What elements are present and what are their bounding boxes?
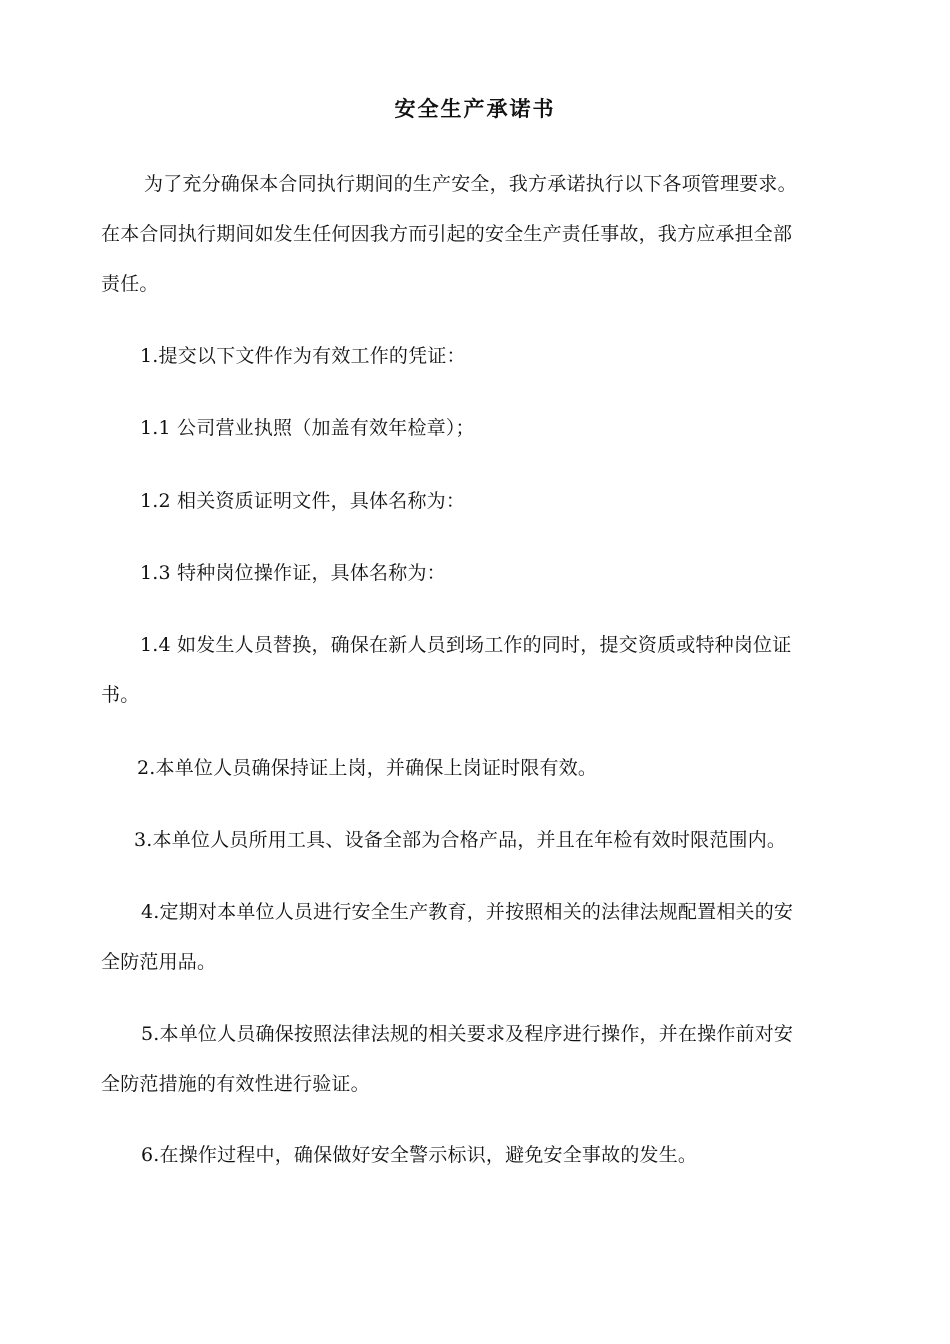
item-3: 3.本单位人员所用工具、设备全部为合格产品，并且在年检有效时限范围内。 bbox=[134, 829, 787, 851]
item-1-1: 1.1 公司营业执照（加盖有效年检章）； bbox=[140, 417, 475, 439]
item-4-line-2: 全防范用品。 bbox=[101, 951, 217, 973]
item-1-3: 1.3 特种岗位操作证，具体名称为： bbox=[140, 562, 446, 584]
item-1-4-line-2: 书。 bbox=[101, 684, 140, 706]
item-1: 1.提交以下文件作为有效工作的凭证： bbox=[140, 345, 466, 367]
item-1-4-line-1: 1.4 如发生人员替换，确保在新人员到场工作的同时，提交资质或特种岗位证 bbox=[140, 634, 792, 656]
item-5-line-2: 全防范措施的有效性进行验证。 bbox=[101, 1073, 370, 1095]
intro-line-1: 为了充分确保本合同执行期间的生产安全，我方承诺执行以下各项管理要求。 bbox=[144, 173, 797, 195]
item-1-2: 1.2 相关资质证明文件，具体名称为： bbox=[140, 490, 466, 512]
document-title: 安全生产承诺书 bbox=[394, 96, 556, 121]
item-2: 2.本单位人员确保持证上岗，并确保上岗证时限有效。 bbox=[137, 757, 598, 779]
intro-line-3: 责任。 bbox=[101, 273, 159, 295]
item-5-line-1: 5.本单位人员确保按照法律法规的相关要求及程序进行操作，并在操作前对安 bbox=[141, 1023, 794, 1045]
item-4-line-1: 4.定期对本单位人员进行安全生产教育，并按照相关的法律法规配置相关的安 bbox=[141, 901, 794, 923]
item-6: 6.在操作过程中，确保做好安全警示标识，避免安全事故的发生。 bbox=[141, 1144, 698, 1166]
intro-line-2: 在本合同执行期间如发生任何因我方而引起的安全生产责任事故，我方应承担全部 bbox=[101, 223, 793, 245]
